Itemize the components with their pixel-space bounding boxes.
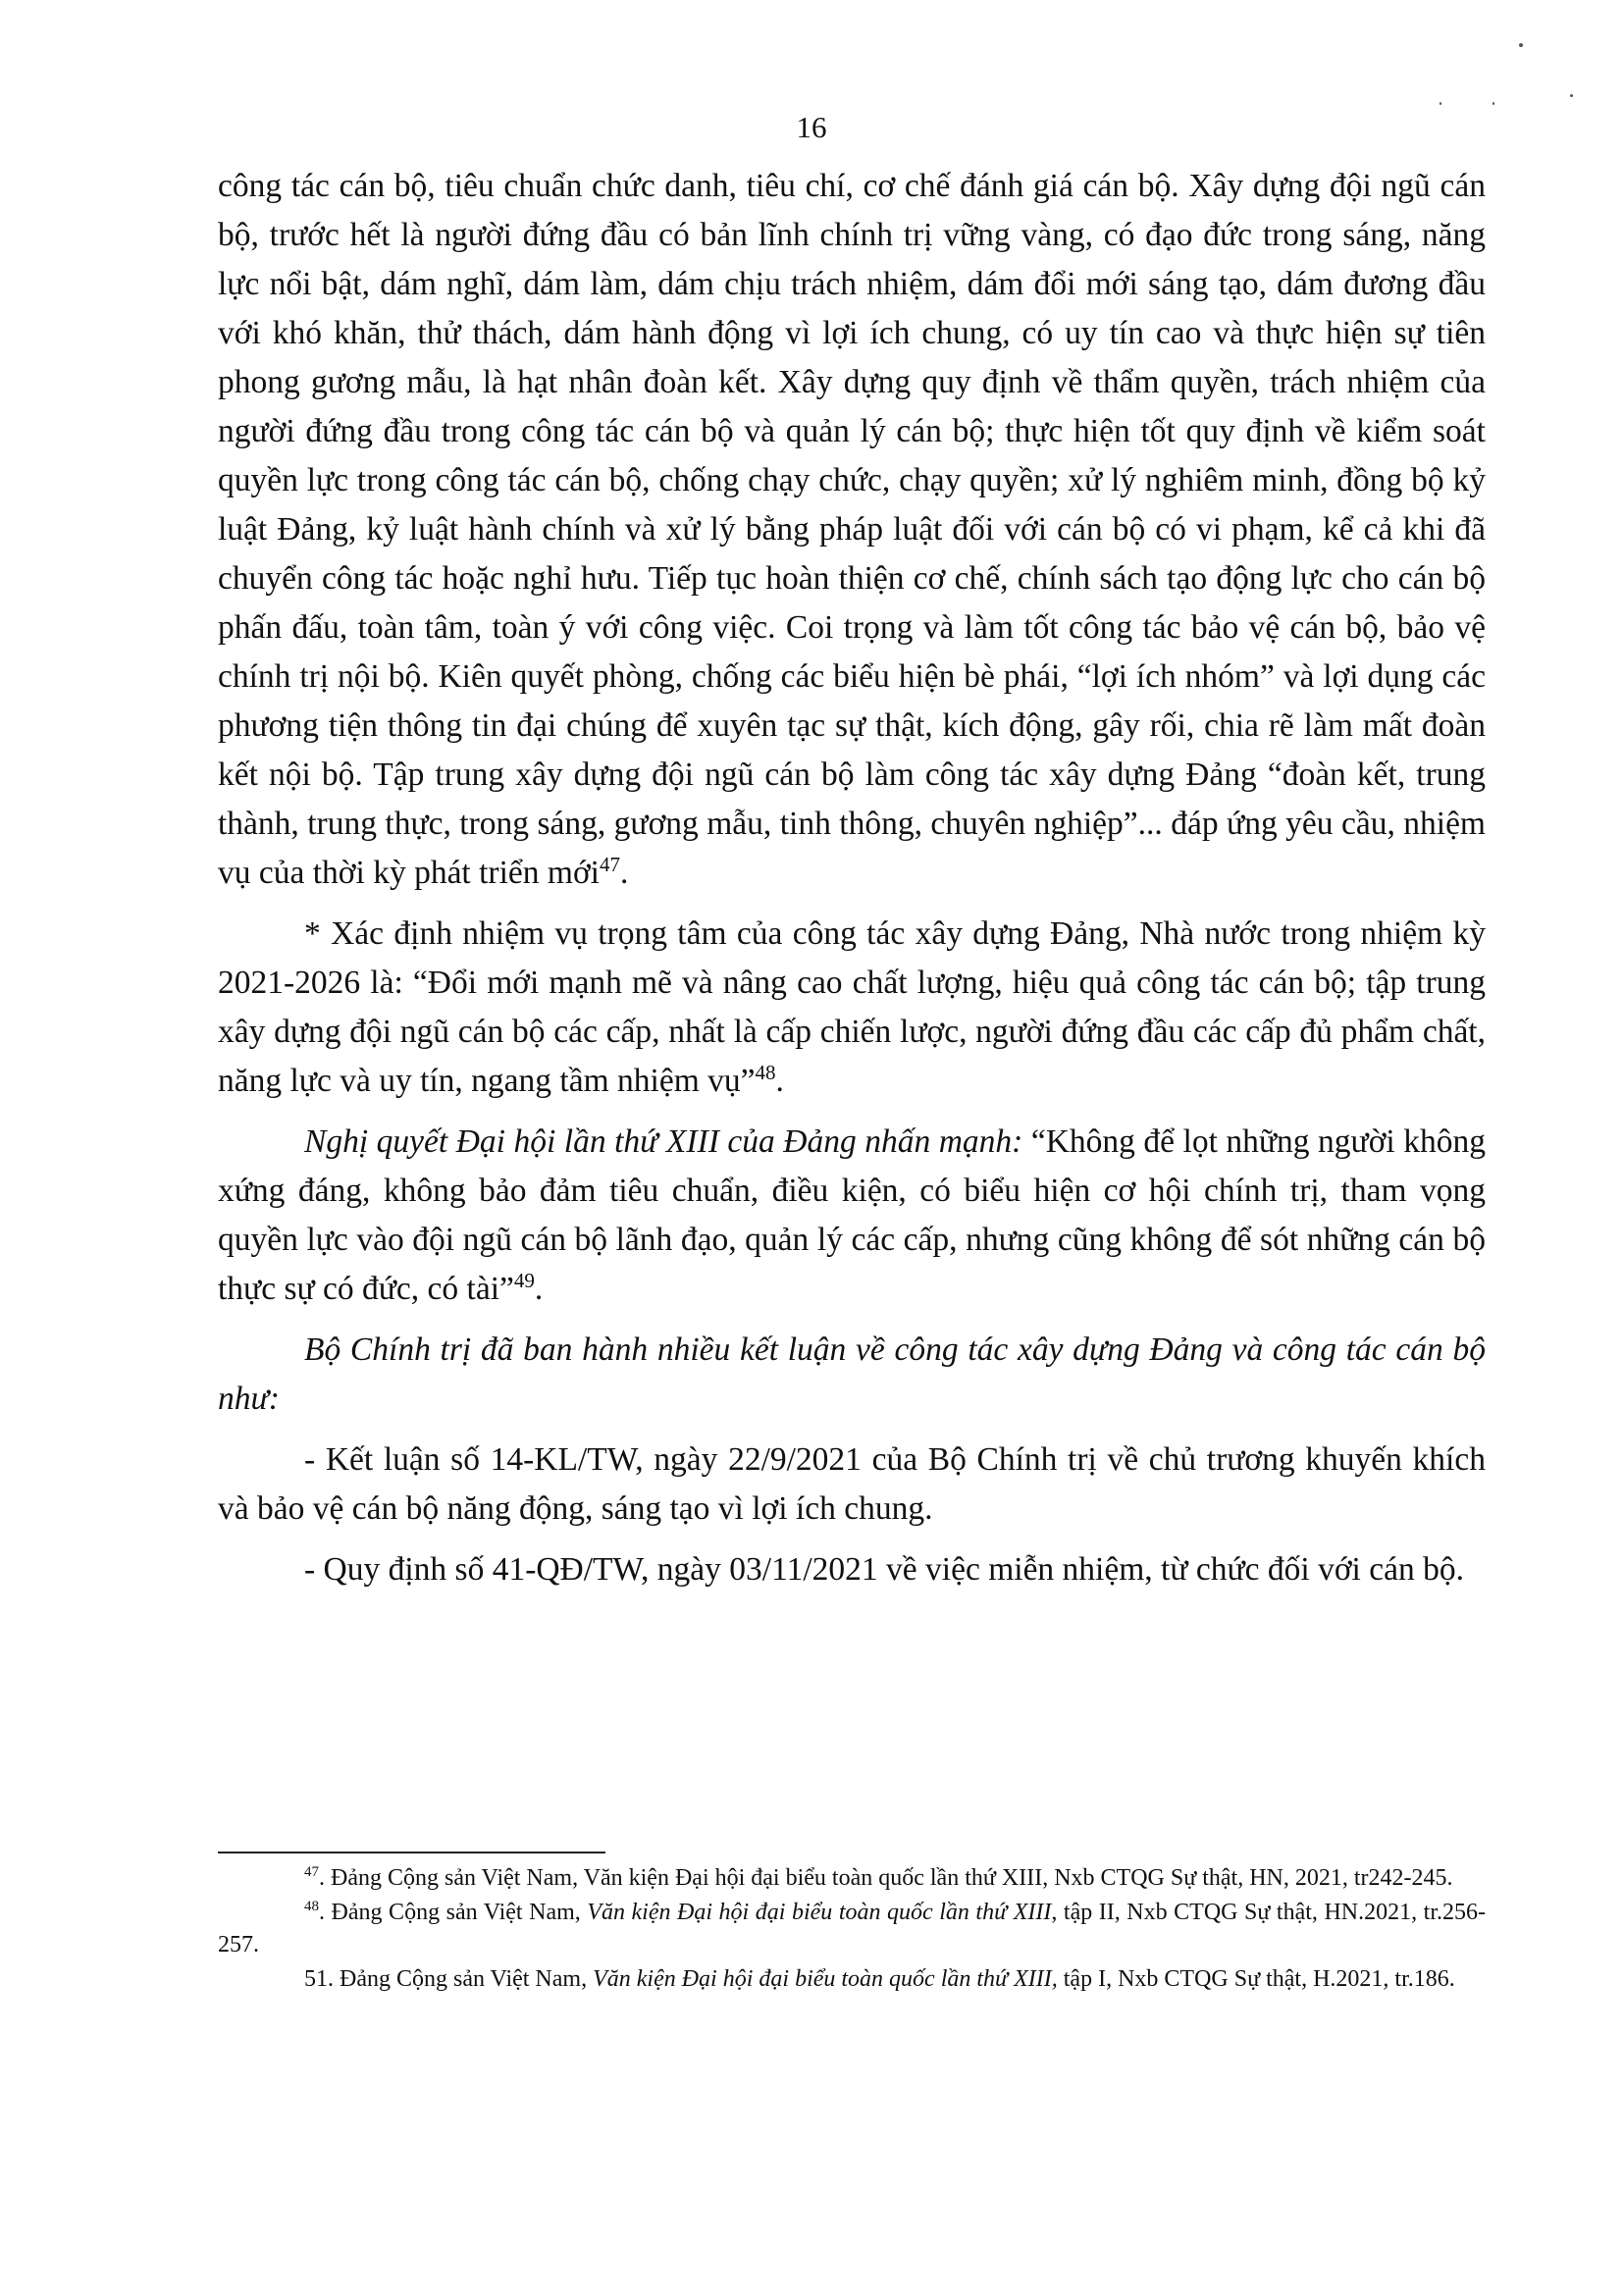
paragraph-1 (218, 162, 1486, 898)
scan-speck (1570, 94, 1573, 97)
footnote-text-after: tập I, Nxb CTQG Sự thật, H.2021, tr.186. (1057, 1966, 1455, 1992)
paragraph-5: - Kết luận số 14-KL/TW, ngày 22/9/2021 của Bộ Chính trị về chủ trương khuyến khích và bảo vệ cán bộ năng động, sáng tạo vì lợi ích chung. (218, 1441, 1486, 1527)
footnote-divider (218, 1852, 605, 1853)
paragraph-3-italic-lead: Nghị quyết Đại hội lần thứ XIII của Đảng nhấn mạnh: (304, 1123, 1023, 1160)
footnote-text: . Đảng Cộng sản Việt Nam, (328, 1966, 594, 1992)
footnote-italic-title: Văn kiện Đại hội đại biểu toàn quốc lần thứ XIII, (593, 1966, 1058, 1992)
paragraph-4: Bộ Chính trị đã ban hành nhiều kết luận về công tác xây dựng Đảng và công tác cán bộ như: (218, 1331, 1486, 1417)
paragraph-2-end: . (775, 1063, 784, 1099)
footnote-marker: 51 (304, 1966, 328, 1992)
footnote-51 (218, 1963, 1486, 1996)
scan-speck (1492, 102, 1494, 105)
reference-47: 47 (599, 852, 620, 876)
footnote-47 (218, 1862, 1486, 1895)
footnote-marker: 48 (304, 1899, 319, 1914)
paragraph-1-end: . (619, 855, 629, 891)
paragraph-2 (218, 910, 1486, 1106)
paragraph-3-text: “Không để lọt những người không xứng đáng, không bảo đảm tiêu chuẩn, điều kiện, có biểu hiện cơ hội chính trị, tham vọng quyền lực vào đội ngũ cán bộ lãnh đạo, quản lý các cấp, nhưng cũng không để sót những cán bộ thực sự có đức, có tài” (218, 1123, 1486, 1307)
body-text (218, 162, 1486, 1594)
paragraph-1-text: công tác cán bộ, tiêu chuẩn chức danh, tiêu chí, cơ chế đánh giá cán bộ. Xây dựng đội ngũ cán bộ, trước hết là người đứng đầu có bản lĩnh chính trị vững vàng, có đạo đức trong sáng, năng lực nổi bật, dám nghĩ, dám làm, dám chịu trách nhiệm, dám đổi mới sáng tạo, dám đương đầu với khó khăn, thử thách, dám hành động vì lợi ích chung, có uy tín cao và thực hiện sự tiên phong gương mẫu, là hạt nhân đoàn kết. Xây dựng quy định về thẩm quyền, trách nhiệm của người đứng đầu trong công tác cán bộ và quản lý cán bộ; thực hiện tốt quy định về kiểm soát quyền lực trong công tác cán bộ, chống chạy chức, chạy quyền; xử lý nghiêm minh, đồng bộ kỷ luật Đảng, kỷ luật hành chính và xử lý bằng pháp luật đối với cán bộ có vi phạm, kể cả khi đã chuyển công tác hoặc nghỉ hưu. Tiếp tục hoàn thiện cơ chế, chính sách tạo động lực cho cán bộ phấn đấu, toàn tâm, toàn ý với công việc. Coi trọng và làm tốt công tác bảo vệ cán bộ, bảo vệ chính trị nội bộ. Kiên quyết phòng, chống các biểu hiện bè phái, “lợi ích nhóm” và lợi dụng các phương tiện thông tin đại chúng để xuyên tạc sự thật, kích động, gây rối, chia rẽ làm mất đoàn kết nội bộ. Tập trung xây dựng đội ngũ cán bộ làm công tác xây dựng Đảng “đoàn kết, trung thành, trung thực, trong sáng, gương mẫu, tinh thông, chuyên nghiệp”... đáp ứng yêu cầu, nhiệm vụ của thời kỳ phát triển mới (218, 168, 1486, 891)
reference-49: 49 (513, 1268, 535, 1292)
footnote-48 (218, 1897, 1486, 1961)
footnote-text-after: , tập II, Nxb CTQG Sự thật, HN.2021, tr.256-257. (218, 1900, 1486, 1957)
paragraph-2-text: * Xác định nhiệm vụ trọng tâm của công tác xây dựng Đảng, Nhà nước trong nhiệm kỳ 2021-2026 là: “Đổi mới mạnh mẽ và nâng cao chất lượng, hiệu quả công tác cán bộ; tập trung xây dựng đội ngũ cán bộ các cấp, nhất là cấp chiến lược, người đứng đầu các cấp đủ phẩm chất, năng lực và uy tín, ngang tầm nhiệm vụ” (218, 915, 1486, 1099)
reference-48: 48 (755, 1060, 776, 1084)
paragraph-6: - Quy định số 41-QĐ/TW, ngày 03/11/2021 về việc miễn nhiệm, từ chức đối với cán bộ. (304, 1551, 1464, 1588)
scan-speck (1519, 43, 1523, 47)
footnote-text: . Đảng Cộng sản Việt Nam, (319, 1900, 588, 1925)
footnote-italic-title: Văn kiện Đại hội đại biểu toàn quốc lần thứ XIII (587, 1900, 1052, 1925)
scan-speck (1440, 102, 1441, 105)
paragraph-3 (218, 1118, 1486, 1314)
paragraph-3-end: . (534, 1271, 544, 1307)
page-number: 16 (796, 110, 827, 144)
footnotes (218, 1862, 1486, 1998)
footnote-marker: 47 (304, 1864, 319, 1880)
footnote-text: . Đảng Cộng sản Việt Nam, Văn kiện Đại hội đại biểu toàn quốc lần thứ XIII, Nxb CTQG Sự thật, HN, 2021, tr242-245. (319, 1865, 1453, 1891)
